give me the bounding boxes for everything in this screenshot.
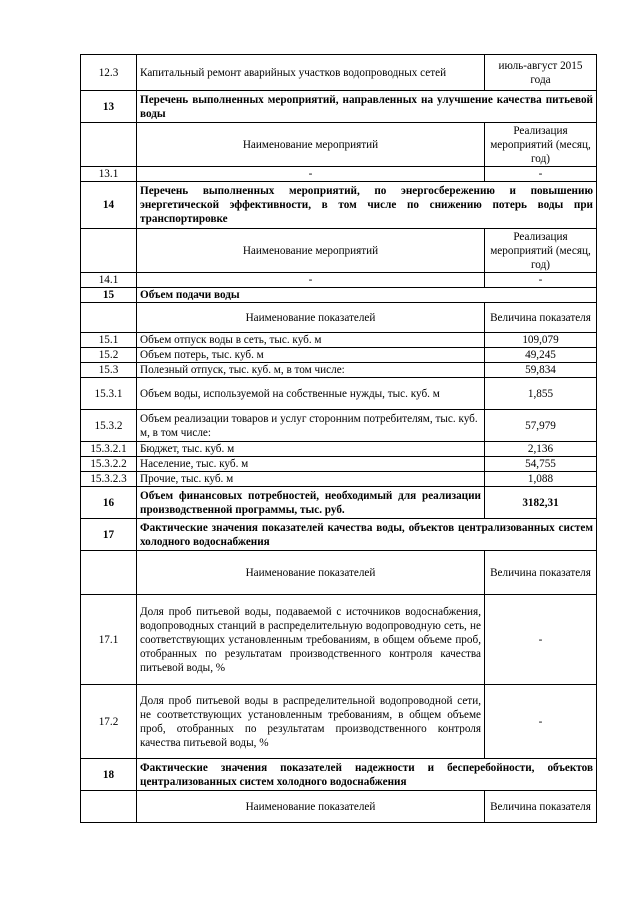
row-label: Объем реализации товаров и услуг сторонним потребителям, тыс. куб. м, в том числе: <box>137 410 485 442</box>
row-label: Доля проб питьевой воды в распределительной водопроводной сети, не соответствующих установленным требованиям, в общем объеме проб, отобранных по результатам производственного контроля качества питьевой воды, % <box>137 685 485 759</box>
row-value: - <box>485 685 597 759</box>
table-row <box>81 487 597 519</box>
column-header-name: Наименование мероприятий <box>137 123 485 167</box>
column-header-value: Величина показателя <box>485 303 597 333</box>
table-row <box>81 410 597 442</box>
empty-cell <box>81 791 137 823</box>
row-number: 16 <box>81 487 137 519</box>
row-number: 17.2 <box>81 685 137 759</box>
row-number: 15.3 <box>81 363 137 378</box>
column-header-value: Величина показателя <box>485 551 597 595</box>
document-table <box>80 54 597 823</box>
row-label: Бюджет, тыс. куб. м <box>137 442 485 457</box>
row-value: 57,979 <box>485 410 597 442</box>
section-number: 17 <box>81 519 137 551</box>
column-header-value: Величина показателя <box>485 791 597 823</box>
section-row <box>81 182 597 229</box>
row-label: Население, тыс. куб. м <box>137 457 485 472</box>
header-row <box>81 123 597 167</box>
section-row <box>81 91 597 123</box>
table-row <box>81 273 597 288</box>
row-value: 2,136 <box>485 442 597 457</box>
table-row <box>81 457 597 472</box>
table-row <box>81 685 597 759</box>
row-number: 15.3.2.3 <box>81 472 137 487</box>
table-row <box>81 363 597 378</box>
section-row <box>81 759 597 791</box>
row-value: 1,088 <box>485 472 597 487</box>
row-value: - <box>485 595 597 685</box>
row-value: 54,755 <box>485 457 597 472</box>
header-row <box>81 551 597 595</box>
section-number: 15 <box>81 288 137 303</box>
section-row <box>81 519 597 551</box>
row-label: Доля проб питьевой воды, подаваемой с источников водоснабжения, водопроводных станций в распределительную водопроводную сеть, не соответствующих установленным требованиям, в общем объеме проб, отобранных по результатам производственного контроля качества питьевой воды, % <box>137 595 485 685</box>
column-header-name: Наименование мероприятий <box>137 229 485 273</box>
row-number: 15.3.2.2 <box>81 457 137 472</box>
empty-cell <box>81 123 137 167</box>
row-value: 59,834 <box>485 363 597 378</box>
row-label: Капитальный ремонт аварийных участков водопроводных сетей <box>137 55 485 91</box>
table-row <box>81 333 597 348</box>
row-number: 12.3 <box>81 55 137 91</box>
table-row <box>81 55 597 91</box>
table-row <box>81 472 597 487</box>
row-value: 109,079 <box>485 333 597 348</box>
column-header-name: Наименование показателей <box>137 791 485 823</box>
empty-cell <box>81 229 137 273</box>
header-row <box>81 229 597 273</box>
column-header-name: Наименование показателей <box>137 303 485 333</box>
row-number: 14.1 <box>81 273 137 288</box>
section-title: Перечень выполненных мероприятий, направленных на улучшение качества питьевой воды <box>137 91 597 123</box>
row-value: июль-август 2015 года <box>485 55 597 91</box>
row-label: - <box>137 273 485 288</box>
row-value: - <box>485 167 597 182</box>
row-number: 13.1 <box>81 167 137 182</box>
section-number: 13 <box>81 91 137 123</box>
row-label: Полезный отпуск, тыс. куб. м, в том числе: <box>137 363 485 378</box>
empty-cell <box>81 551 137 595</box>
row-number: 15.1 <box>81 333 137 348</box>
table-row <box>81 378 597 410</box>
header-row <box>81 303 597 333</box>
row-label: Объем потерь, тыс. куб. м <box>137 348 485 363</box>
row-label: Объем воды, используемой на собственные нужды, тыс. куб. м <box>137 378 485 410</box>
row-value: 3182,31 <box>485 487 597 519</box>
row-number: 15.3.2 <box>81 410 137 442</box>
table-row <box>81 595 597 685</box>
column-header-name: Наименование показателей <box>137 551 485 595</box>
section-number: 14 <box>81 182 137 229</box>
section-title: Фактические значения показателей качества воды, объектов централизованных систем холодного водоснабжения <box>137 519 597 551</box>
row-value: 49,245 <box>485 348 597 363</box>
row-label: - <box>137 167 485 182</box>
empty-cell <box>81 303 137 333</box>
table-row <box>81 348 597 363</box>
column-header-value: Реализация мероприятий (месяц, год) <box>485 229 597 273</box>
row-label: Объем отпуск воды в сеть, тыс. куб. м <box>137 333 485 348</box>
table-row <box>81 167 597 182</box>
row-number: 15.3.1 <box>81 378 137 410</box>
row-number: 17.1 <box>81 595 137 685</box>
header-row <box>81 791 597 823</box>
section-number: 18 <box>81 759 137 791</box>
section-title: Фактические значения показателей надежности и бесперебойности, объектов централизованных систем холодного водоснабжения <box>137 759 597 791</box>
table-row <box>81 442 597 457</box>
table-body <box>81 55 597 823</box>
row-label: Объем финансовых потребностей, необходимый для реализации производственной программы, тыс. руб. <box>137 487 485 519</box>
column-header-value: Реализация мероприятий (месяц, год) <box>485 123 597 167</box>
section-row <box>81 288 597 303</box>
row-value: - <box>485 273 597 288</box>
row-label: Прочие, тыс. куб. м <box>137 472 485 487</box>
section-title: Объем подачи воды <box>137 288 597 303</box>
section-title: Перечень выполненных мероприятий, по энергосбережению и повышению энергетической эффективности, в том числе по снижению потерь воды при транспортировке <box>137 182 597 229</box>
row-value: 1,855 <box>485 378 597 410</box>
row-number: 15.2 <box>81 348 137 363</box>
row-number: 15.3.2.1 <box>81 442 137 457</box>
